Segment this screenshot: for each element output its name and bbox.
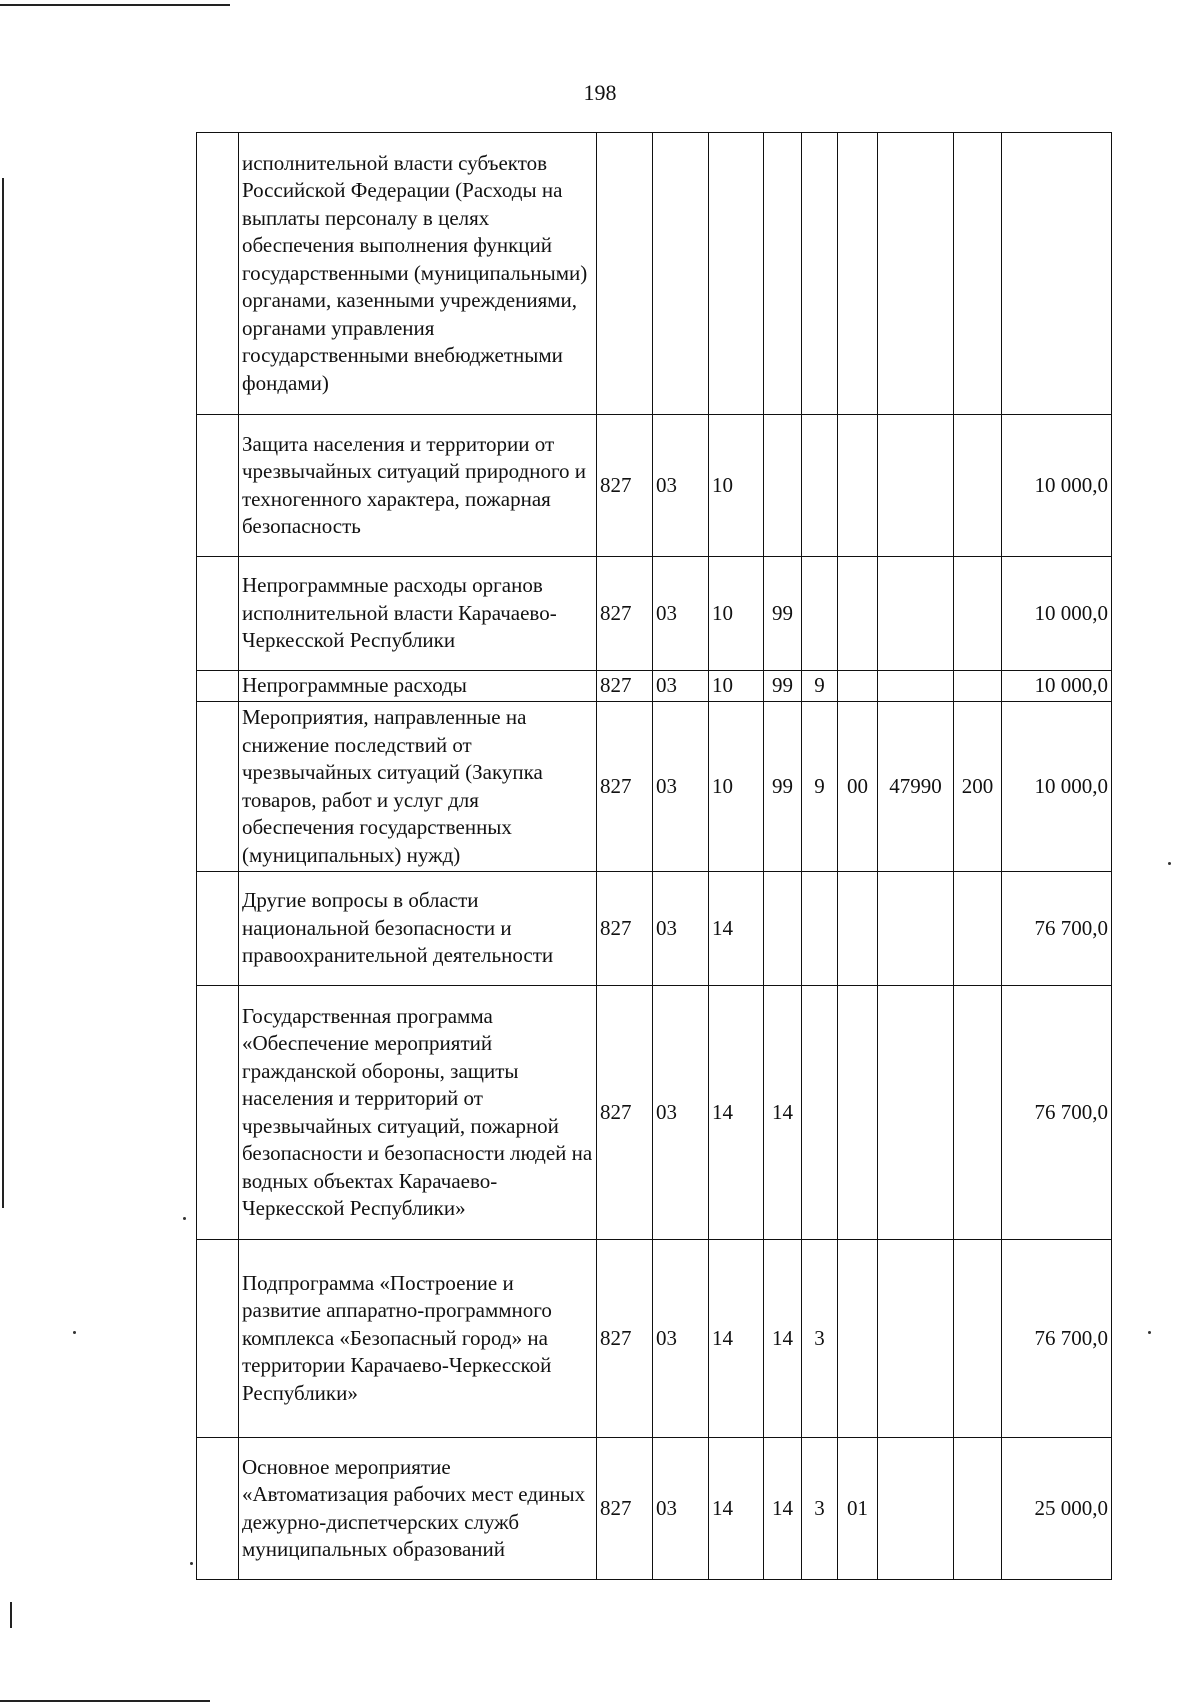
amount: 76 700,0: [1002, 986, 1112, 1240]
scan-artifact-dot: [183, 1217, 186, 1220]
subprogram-code: 9: [802, 671, 838, 702]
section-code: [653, 133, 709, 415]
table-row: [197, 671, 1112, 702]
subsection-code: 14: [709, 1438, 764, 1580]
row-index-cell: [197, 1438, 239, 1580]
direction-code: [878, 557, 954, 671]
section-code: 03: [653, 415, 709, 557]
expense-name: Государственная программа «Обеспечение мероприятий гражданской обороны, защиты населения и территорий от чрезвычайных ситуаций, пожарной безопасности и безопасности людей на водных объектах Карачаево-Черкесской Республики»: [239, 986, 597, 1240]
expense-name: Непрограммные расходы: [239, 671, 597, 702]
expense-type-code: [954, 557, 1002, 671]
row-index-cell: [197, 1240, 239, 1438]
amount: 25 000,0: [1002, 1438, 1112, 1580]
program-code: 99: [764, 671, 802, 702]
table-row: [197, 1240, 1112, 1438]
expense-type-code: [954, 986, 1002, 1240]
scan-artifact-bottom-line: [0, 1700, 210, 1702]
activity-code: [838, 1240, 878, 1438]
amount: 76 700,0: [1002, 1240, 1112, 1438]
activity-code: [838, 557, 878, 671]
ministry-code: 827: [597, 1240, 653, 1438]
expense-name: Мероприятия, направленные на снижение последствий от чрезвычайных ситуаций (Закупка товаров, работ и услуг для обеспечения государственных (муниципальных) нужд): [239, 702, 597, 872]
program-code: 14: [764, 1240, 802, 1438]
activity-code: 00: [838, 702, 878, 872]
direction-code: 47990: [878, 702, 954, 872]
program-code: [764, 415, 802, 557]
section-code: 03: [653, 986, 709, 1240]
subprogram-code: [802, 872, 838, 986]
ministry-code: 827: [597, 986, 653, 1240]
subsection-code: 14: [709, 986, 764, 1240]
subprogram-code: [802, 986, 838, 1240]
amount: [1002, 133, 1112, 415]
subsection-code: 14: [709, 1240, 764, 1438]
scan-artifact-dot: [190, 1562, 193, 1565]
row-index-cell: [197, 557, 239, 671]
row-index-cell: [197, 415, 239, 557]
subsection-code: 10: [709, 415, 764, 557]
expense-name: исполнительной власти субъектов Российской Федерации (Расходы на выплаты персоналу в целях обеспечения выполнения функций государственными (муниципальными) органами, казенными учреждениями, органами управления государственными внебюджетными фондами): [239, 133, 597, 415]
activity-code: [838, 986, 878, 1240]
scan-artifact-left-edge: [2, 178, 4, 1208]
expense-type-code: [954, 415, 1002, 557]
section-code: 03: [653, 702, 709, 872]
program-code: 14: [764, 1438, 802, 1580]
expense-type-code: [954, 872, 1002, 986]
section-code: 03: [653, 671, 709, 702]
table-row: [197, 872, 1112, 986]
ministry-code: 827: [597, 872, 653, 986]
program-code: 99: [764, 702, 802, 872]
subsection-code: 10: [709, 557, 764, 671]
amount: 10 000,0: [1002, 415, 1112, 557]
subprogram-code: 3: [802, 1438, 838, 1580]
row-index-cell: [197, 986, 239, 1240]
section-code: 03: [653, 1240, 709, 1438]
scan-artifact-dot: [1148, 1331, 1151, 1334]
amount: 10 000,0: [1002, 557, 1112, 671]
budget-table: [196, 132, 1112, 1580]
subprogram-code: [802, 133, 838, 415]
direction-code: [878, 872, 954, 986]
section-code: 03: [653, 1438, 709, 1580]
expense-type-code: 200: [954, 702, 1002, 872]
row-index-cell: [197, 671, 239, 702]
row-index-cell: [197, 702, 239, 872]
subsection-code: [709, 133, 764, 415]
expense-name: Основное мероприятие «Автоматизация рабочих мест единых дежурно-диспетчерских служб муниципальных образований: [239, 1438, 597, 1580]
scan-artifact-dot: [73, 1331, 76, 1334]
amount: 10 000,0: [1002, 702, 1112, 872]
row-index-cell: [197, 133, 239, 415]
table-row: [197, 986, 1112, 1240]
expense-type-code: [954, 1438, 1002, 1580]
expense-name: Подпрограмма «Построение и развитие аппаратно-программного комплекса «Безопасный город» на территории Карачаево-Черкесской Республики»: [239, 1240, 597, 1438]
subsection-code: 10: [709, 702, 764, 872]
expense-name: Непрограммные расходы органов исполнительной власти Карачаево-Черкесской Республики: [239, 557, 597, 671]
scan-artifact-top-line: [0, 4, 230, 6]
section-code: 03: [653, 557, 709, 671]
subprogram-code: [802, 557, 838, 671]
activity-code: 01: [838, 1438, 878, 1580]
expense-type-code: [954, 671, 1002, 702]
program-code: [764, 872, 802, 986]
row-index-cell: [197, 872, 239, 986]
expense-name: Другие вопросы в области национальной безопасности и правоохранительной деятельности: [239, 872, 597, 986]
direction-code: [878, 671, 954, 702]
program-code: 99: [764, 557, 802, 671]
ministry-code: 827: [597, 415, 653, 557]
subprogram-code: 3: [802, 1240, 838, 1438]
direction-code: [878, 1438, 954, 1580]
direction-code: [878, 133, 954, 415]
ministry-code: [597, 133, 653, 415]
direction-code: [878, 1240, 954, 1438]
ministry-code: 827: [597, 671, 653, 702]
table-row: [197, 702, 1112, 872]
subprogram-code: 9: [802, 702, 838, 872]
amount: 10 000,0: [1002, 671, 1112, 702]
scan-artifact-dot: [1168, 862, 1171, 865]
ministry-code: 827: [597, 557, 653, 671]
amount: 76 700,0: [1002, 872, 1112, 986]
direction-code: [878, 415, 954, 557]
activity-code: [838, 872, 878, 986]
program-code: 14: [764, 986, 802, 1240]
expense-name: Защита населения и территории от чрезвычайных ситуаций природного и техногенного характера, пожарная безопасность: [239, 415, 597, 557]
ministry-code: 827: [597, 1438, 653, 1580]
expense-type-code: [954, 1240, 1002, 1438]
page-number: 198: [583, 80, 617, 105]
ministry-code: 827: [597, 702, 653, 872]
table-row: [197, 557, 1112, 671]
subsection-code: 14: [709, 872, 764, 986]
direction-code: [878, 986, 954, 1240]
section-code: 03: [653, 872, 709, 986]
activity-code: [838, 133, 878, 415]
activity-code: [838, 415, 878, 557]
program-code: [764, 133, 802, 415]
table-row: [197, 415, 1112, 557]
subprogram-code: [802, 415, 838, 557]
scan-artifact-left-mark: [10, 1602, 12, 1628]
expense-type-code: [954, 133, 1002, 415]
table-row: [197, 1438, 1112, 1580]
table-row: [197, 133, 1112, 415]
activity-code: [838, 671, 878, 702]
subsection-code: 10: [709, 671, 764, 702]
